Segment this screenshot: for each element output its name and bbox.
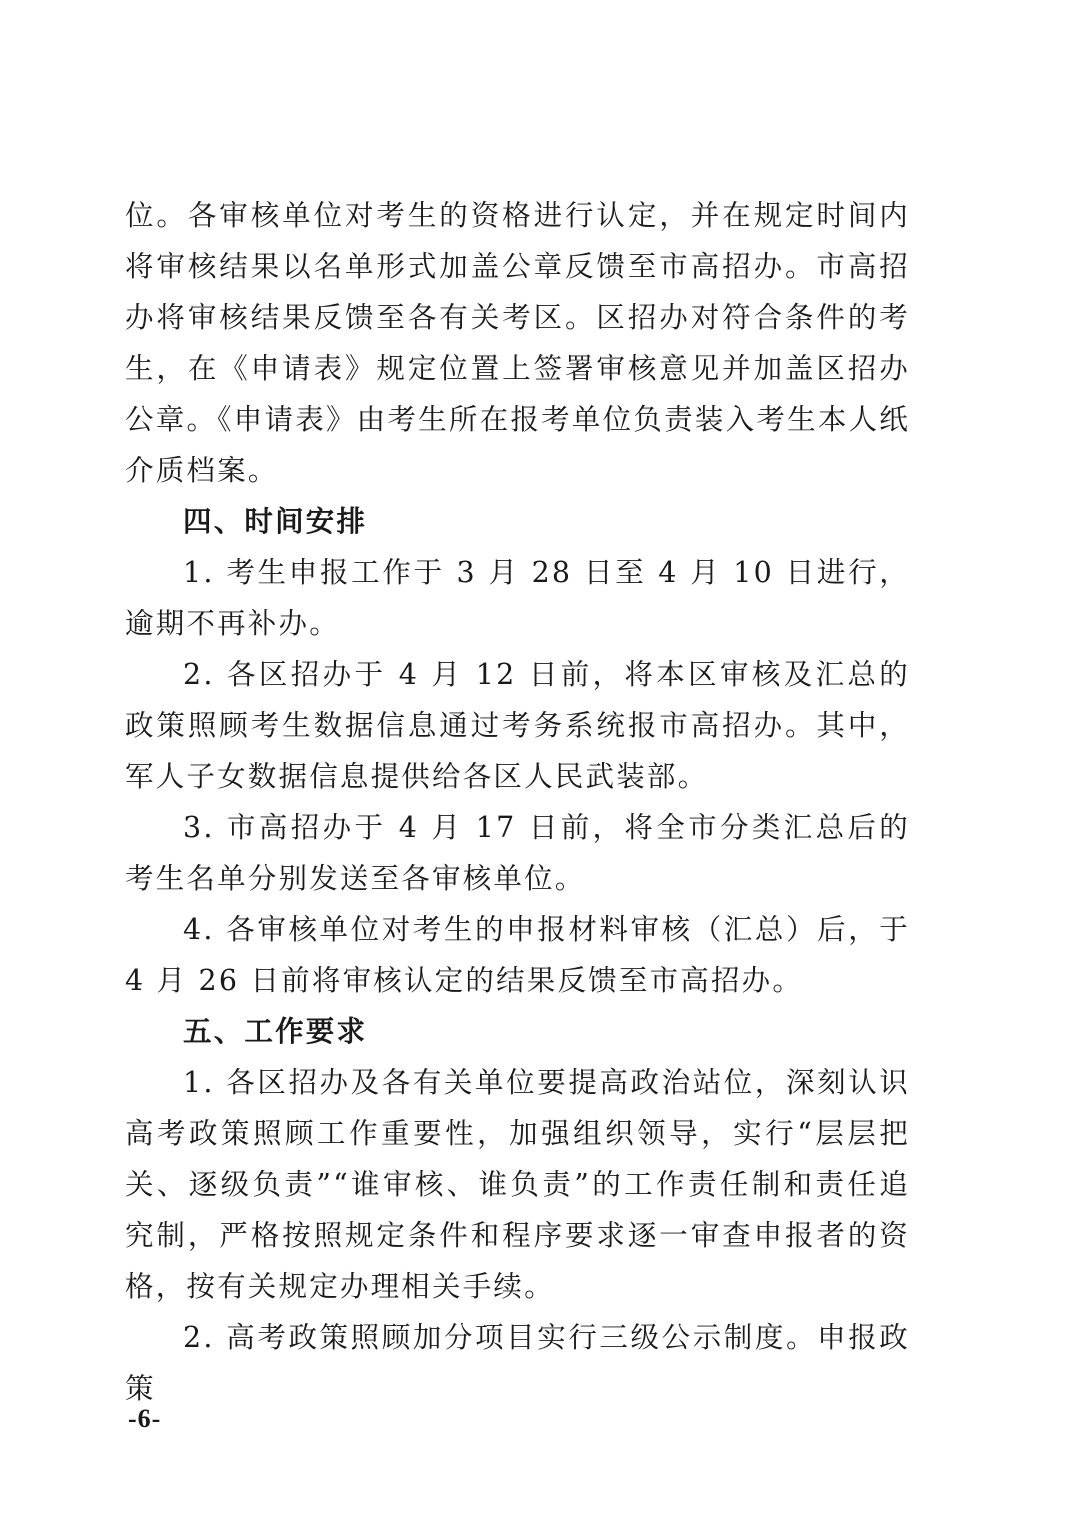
schedule-item-2: 2. 各区招办于 4 月 12 日前，将本区审核及汇总的政策照顾考生数据信息通过考务系统报市高招办。其中，军人子女数据信息提供给各区人民武装部。: [125, 658, 910, 793]
requirement-item-1: 1. 各区招办及各有关单位要提高政治站位，深刻认识高考政策照顾工作重要性，加强组织领导，实行“层层把关、逐级负责”“谁审核、谁负责”的工作责任制和责任追究制，严格按照规定条件和程序要求逐一审查申报者的资格，按有关规定办理相关手续。: [125, 1066, 910, 1303]
paragraph-continuation: 位。各审核单位对考生的资格进行认定，并在规定时间内将审核结果以名单形式加盖公章反馈至市高招办。市高招办将审核结果反馈至各有关考区。区招办对符合条件的考生，在《申请表》规定位置上签署审核意见并加盖区招办公章。《申请表》由考生所在报考单位负责装入考生本人纸介质档案。: [125, 199, 910, 487]
schedule-item-4: 4. 各审核单位对考生的申报材料审核（汇总）后，于 4 月 26 日前将审核认定的结果反馈至市高招办。: [125, 913, 910, 997]
section-heading-requirements: 五、工作要求: [183, 1015, 368, 1048]
requirement-item-2: 2. 高考政策照顾加分项目实行三级公示制度。申报政策: [125, 1321, 910, 1405]
page-number: -6-: [128, 1404, 162, 1433]
section-heading-schedule: 四、时间安排: [183, 505, 368, 538]
document-body: [125, 190, 910, 1414]
schedule-item-1: 1. 考生申报工作于 3 月 28 日至 4 月 10 日进行，逾期不再补办。: [125, 556, 910, 640]
schedule-item-3: 3. 市高招办于 4 月 17 日前，将全市分类汇总后的考生名单分别发送至各审核单位。: [125, 811, 910, 895]
